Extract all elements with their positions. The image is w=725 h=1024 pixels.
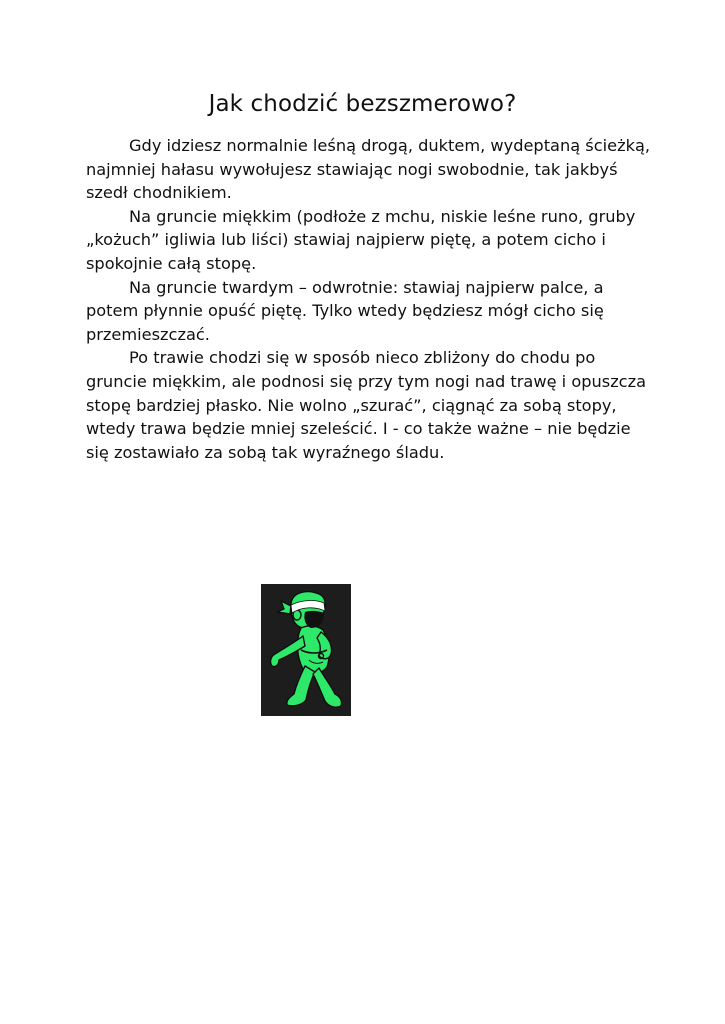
page-title: Jak chodzić bezszmerowo? <box>208 91 517 117</box>
text-line: Gdy idziesz normalnie leśną drogą, duktem, wydeptaną ścieżką, <box>129 136 651 155</box>
sneaking-figure-illustration <box>261 584 351 716</box>
paragraph-2 <box>86 205 646 276</box>
text-line: przemieszczać. <box>86 324 210 344</box>
sneaking-figure-icon <box>261 584 351 716</box>
document-body <box>86 134 651 464</box>
text-line: szedł chodnikiem. <box>86 183 232 203</box>
text-line: stopę bardziej płasko. Nie wolno „szurać”, ciągnąć za sobą stopy, <box>86 395 617 415</box>
text-line: wtedy trawa będzie mniej szeleścić. I - co także ważne – nie będzie <box>86 419 631 439</box>
text-line: najmniej hałasu wywołujesz stawiając nogi swobodnie, tak jakbyś <box>86 159 618 179</box>
text-line: Na gruncie miękkim (podłoże z mchu, niskie leśne runo, gruby <box>129 206 636 226</box>
paragraph-4 <box>86 346 646 464</box>
text-line: się zostawiało za sobą tak wyraźnego śladu. <box>86 442 445 462</box>
paragraph-3 <box>86 276 646 347</box>
paragraph-1 <box>86 134 651 205</box>
text-line: Po trawie chodzi się w sposób nieco zbliżony do chodu po <box>129 348 596 368</box>
text-line: Na gruncie twardym – odwrotnie: stawiaj najpierw palce, a <box>129 277 604 297</box>
text-line: spokojnie całą stopę. <box>86 253 257 273</box>
text-line: potem płynnie opuść piętę. Tylko wtedy będziesz mógł cicho się <box>86 301 604 321</box>
text-line: „kożuch” igliwia lub liści) stawiaj najpierw piętę, a potem cicho i <box>86 230 606 250</box>
text-line: gruncie miękkim, ale podnosi się przy tym nogi nad trawę i opuszcza <box>86 371 647 391</box>
